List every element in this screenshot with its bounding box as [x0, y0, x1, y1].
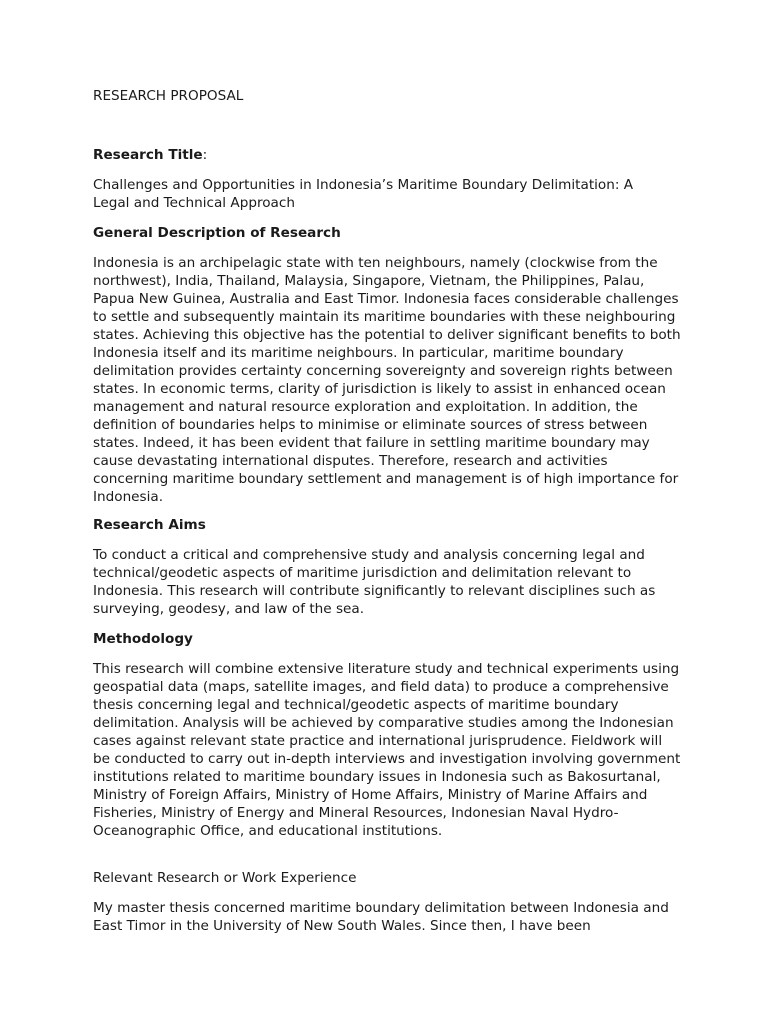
research-title-colon: : [202, 147, 208, 163]
research-title-text: Challenges and Opportunities in Indonesia’s Maritime Boundary Delimitation: A Legal and Technical Approach [93, 177, 634, 211]
research-aims-body: To conduct a critical and comprehensive study and analysis concerning legal and technical/geodetic aspects of maritime jurisdiction and delimitation relevant to Indonesia. This research will contribute significantly to relevant disciplines such as surveying, geodesy, and law of the sea. [93, 547, 656, 617]
research-title-heading [93, 146, 207, 164]
document-label: RESEARCH PROPOSAL [93, 88, 244, 104]
methodology-heading: Methodology [93, 631, 193, 647]
experience-heading: Relevant Research or Work Experience [93, 870, 357, 886]
general-description-heading: General Description of Research [93, 225, 341, 241]
general-description-body: Indonesia is an archipelagic state with ten neighbours, namely (clockwise from the northwest), India, Thailand, Malaysia, Singapore, Vietnam, the Philippines, Palau, Papua New Guinea, Australia and East Timor. Indonesia faces considerable challenges to settle and subsequently maintain its maritime boundaries with these neighbouring states. Achieving this objective has the potential to deliver significant benefits to both Indonesia itself and its maritime neighbours. In particular, maritime boundary delimitation provides certainty concerning sovereignty and sovereign rights between states. In economic terms, clarity of jurisdiction is likely to assist in enhanced ocean management and natural resource exploration and exploitation. In addition, the definition of boundaries helps to minimise or eliminate sources of stress between states. Indeed, it has been evident that failure in settling maritime boundary may cause devastating international disputes. Therefore, research and activities concerning maritime boundary settlement and management is of high importance for Indonesia. [93, 255, 681, 505]
research-aims-heading: Research Aims [93, 517, 206, 533]
methodology-body: This research will combine extensive literature study and technical experiments using geospatial data (maps, satellite images, and field data) to produce a comprehensive thesis concerning legal and technical/geodetic aspects of maritime boundary delimitation. Analysis will be achieved by comparative studies among the Indonesian cases against relevant state practice and international jurisprudence. Fieldwork will be conducted to carry out in-depth interviews and investigation involving government institutions related to maritime boundary issues in Indonesia such as Bakosurtanal, Ministry of Foreign Affairs, Ministry of Home Affairs, Ministry of Marine Affairs and Fisheries, Ministry of Energy and Mineral Resources, Indonesian Naval Hydro-Oceanographic Office, and educational institutions. [93, 661, 681, 839]
research-title-heading-text: Research Title [93, 147, 203, 163]
experience-body: My master thesis concerned maritime boundary delimitation between Indonesia and East Timor in the University of New South Wales. Since then, I have been [93, 900, 669, 934]
